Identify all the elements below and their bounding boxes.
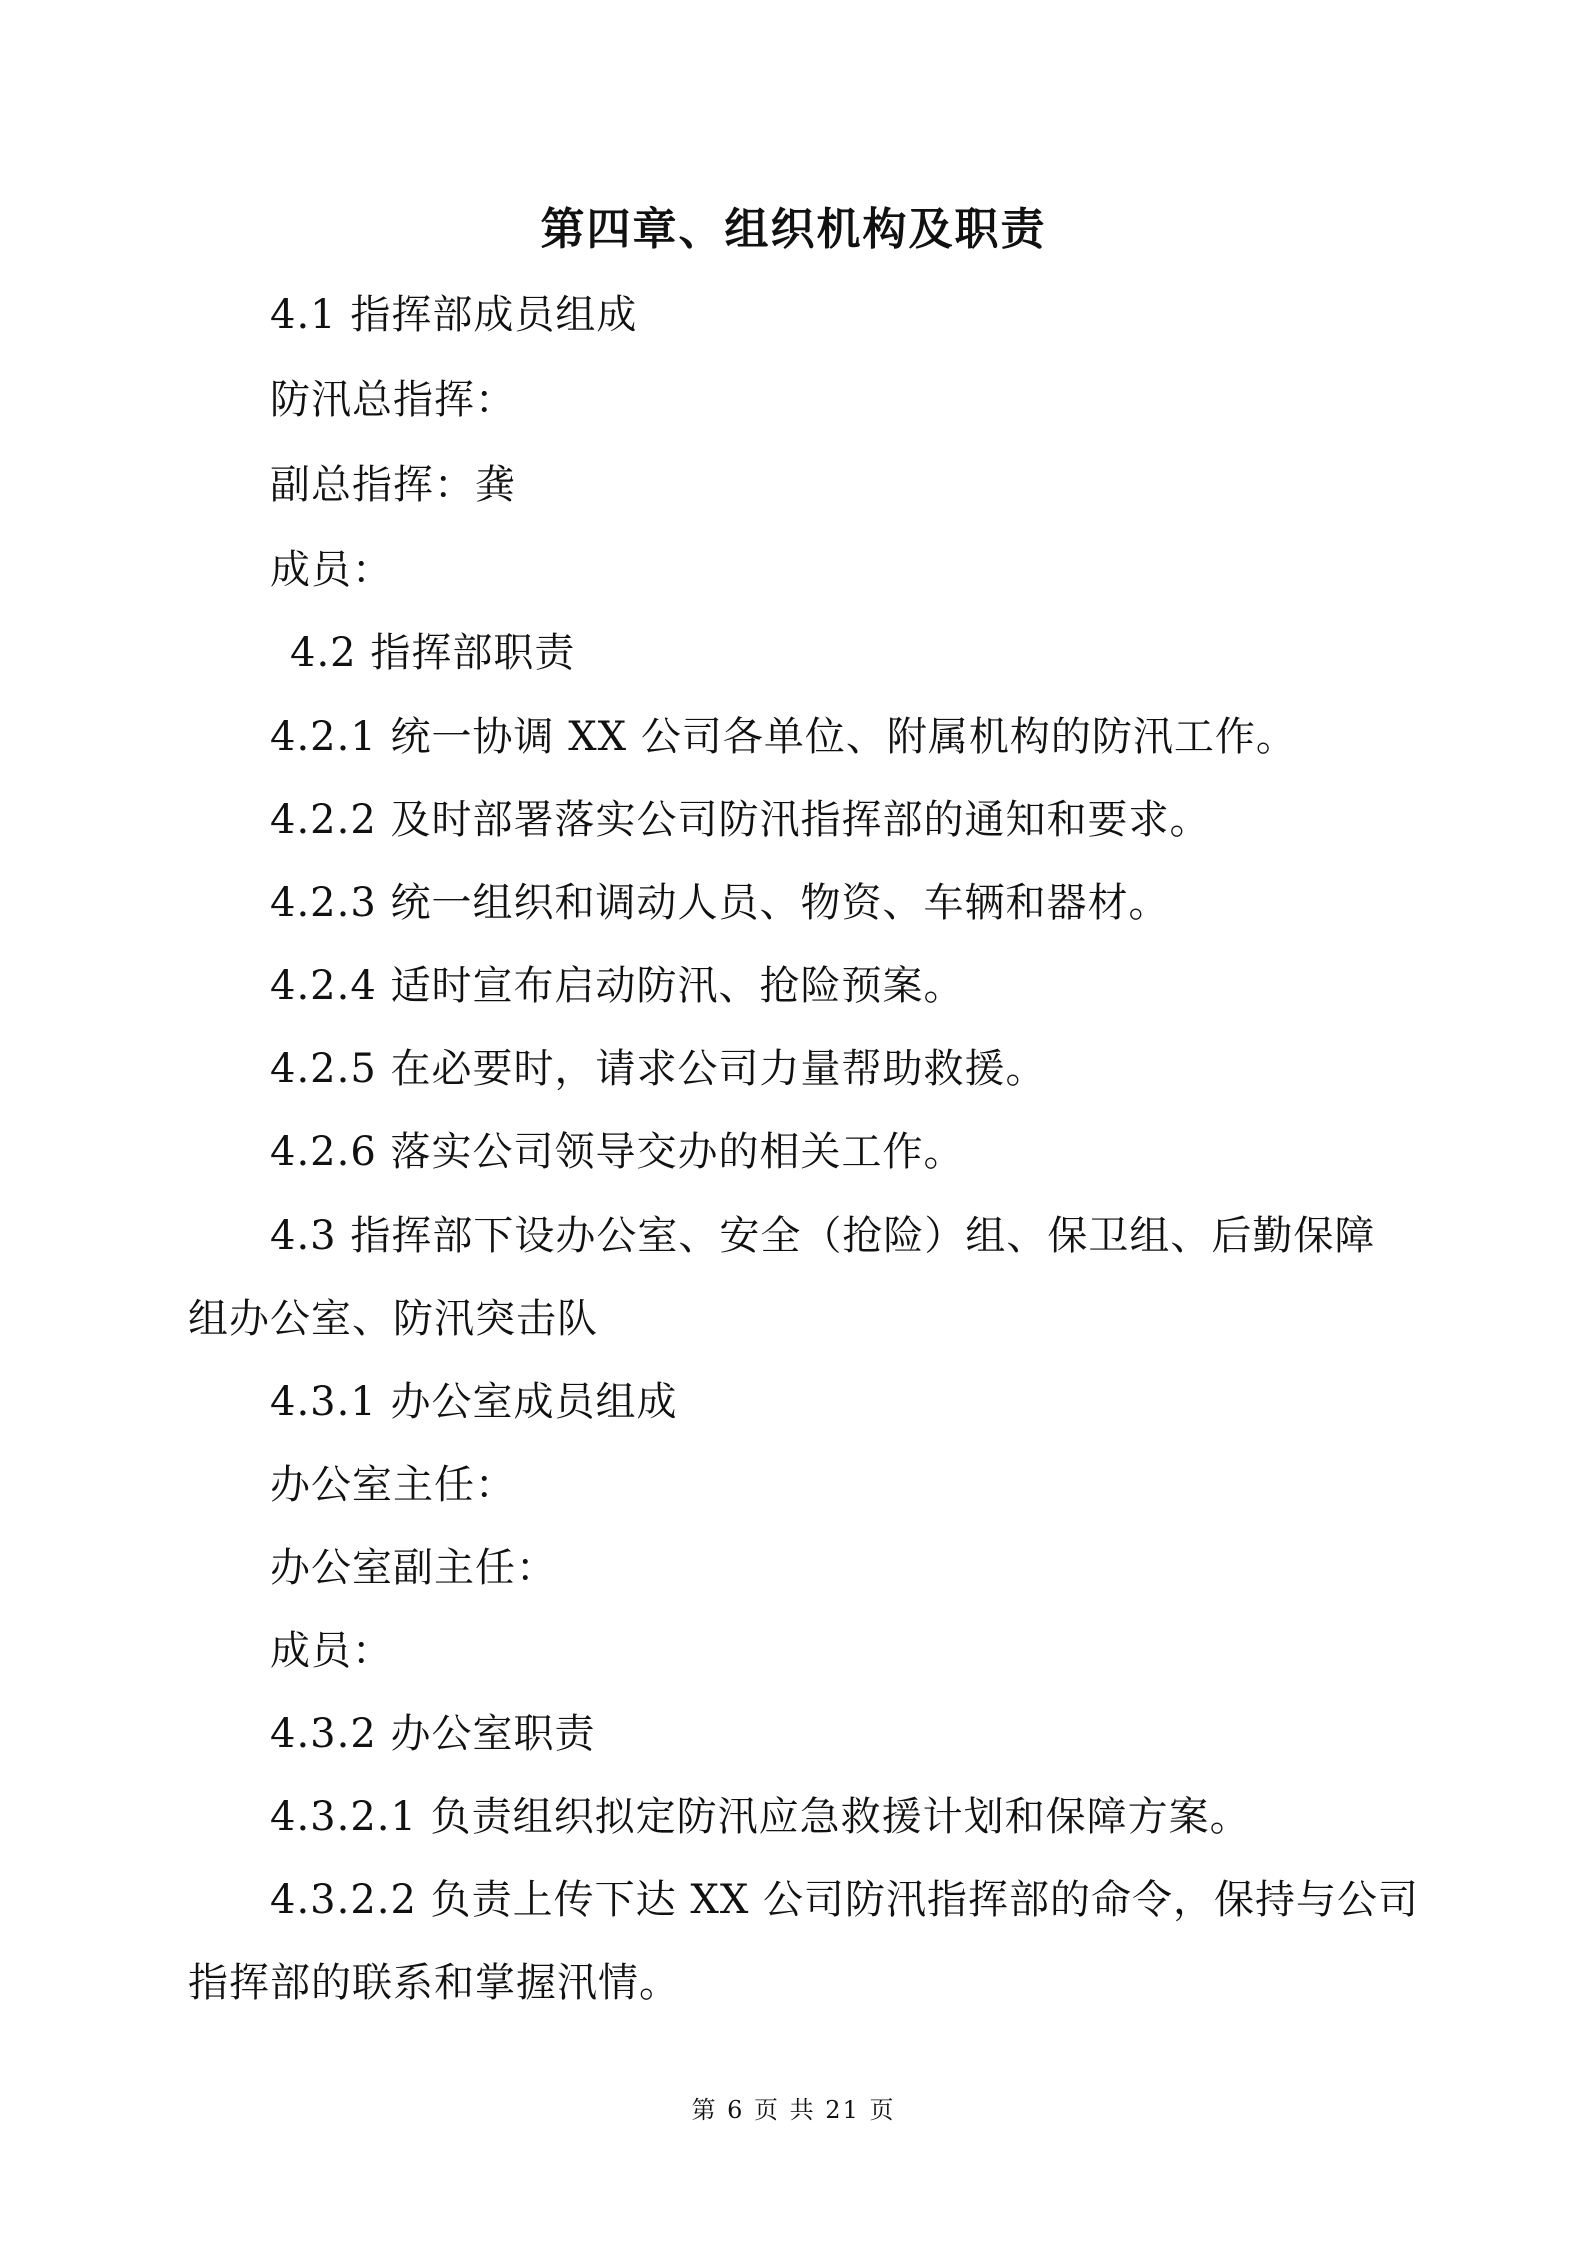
- duty-4-2-4: 4.2.4 适时宣布启动防汛、抢险预案。: [270, 963, 965, 1009]
- duty-4-2-6: 4.2.6 落实公司领导交办的相关工作。: [270, 1129, 965, 1175]
- duty-4-3-2-2: 4.3.2.2 负责上传下达 XX 公司防汛指挥部的命令，保持与公司: [270, 1877, 1420, 1923]
- duty-4-2-5: 4.2.5 在必要时，请求公司力量帮助救援。: [270, 1046, 1047, 1092]
- section-4-3-heading-continued: 组办公室、防汛突击队: [188, 1296, 598, 1342]
- section-4-3-2-heading: 4.3.2 办公室职责: [270, 1711, 596, 1757]
- section-4-3-heading: 4.3 指挥部下设办公室、安全（抢险）组、保卫组、后勤保障: [270, 1213, 1376, 1259]
- office-director-line: 办公室主任：: [270, 1462, 516, 1508]
- duty-4-3-2-2-continued: 指挥部的联系和掌握汛情。: [188, 1960, 680, 2006]
- section-4-1-heading: 4.1 指挥部成员组成: [270, 292, 638, 338]
- office-deputy-director-line: 办公室副主任：: [270, 1545, 557, 1591]
- duty-4-2-3: 4.2.3 统一组织和调动人员、物资、车辆和器材。: [270, 880, 1170, 926]
- duty-4-3-2-1: 4.3.2.1 负责组织拟定防汛应急救援计划和保障方案。: [270, 1794, 1251, 1840]
- duty-4-2-2: 4.2.2 及时部署落实公司防汛指挥部的通知和要求。: [270, 797, 1211, 843]
- duty-4-2-1: 4.2.1 统一协调 XX 公司各单位、附属机构的防汛工作。: [270, 714, 1297, 760]
- section-4-2-heading: 4.2 指挥部职责: [290, 630, 576, 676]
- flood-commander-line: 防汛总指挥：: [270, 377, 516, 423]
- chapter-title: 第四章、组织机构及职责: [540, 204, 1047, 255]
- office-members-line: 成员：: [270, 1628, 393, 1674]
- page-footer: 第 6 页 共 21 页: [691, 2096, 896, 2124]
- deputy-commander-line: 副总指挥：龚: [270, 462, 516, 508]
- members-line: 成员：: [270, 547, 393, 593]
- section-4-3-1-heading: 4.3.1 办公室成员组成: [270, 1379, 678, 1425]
